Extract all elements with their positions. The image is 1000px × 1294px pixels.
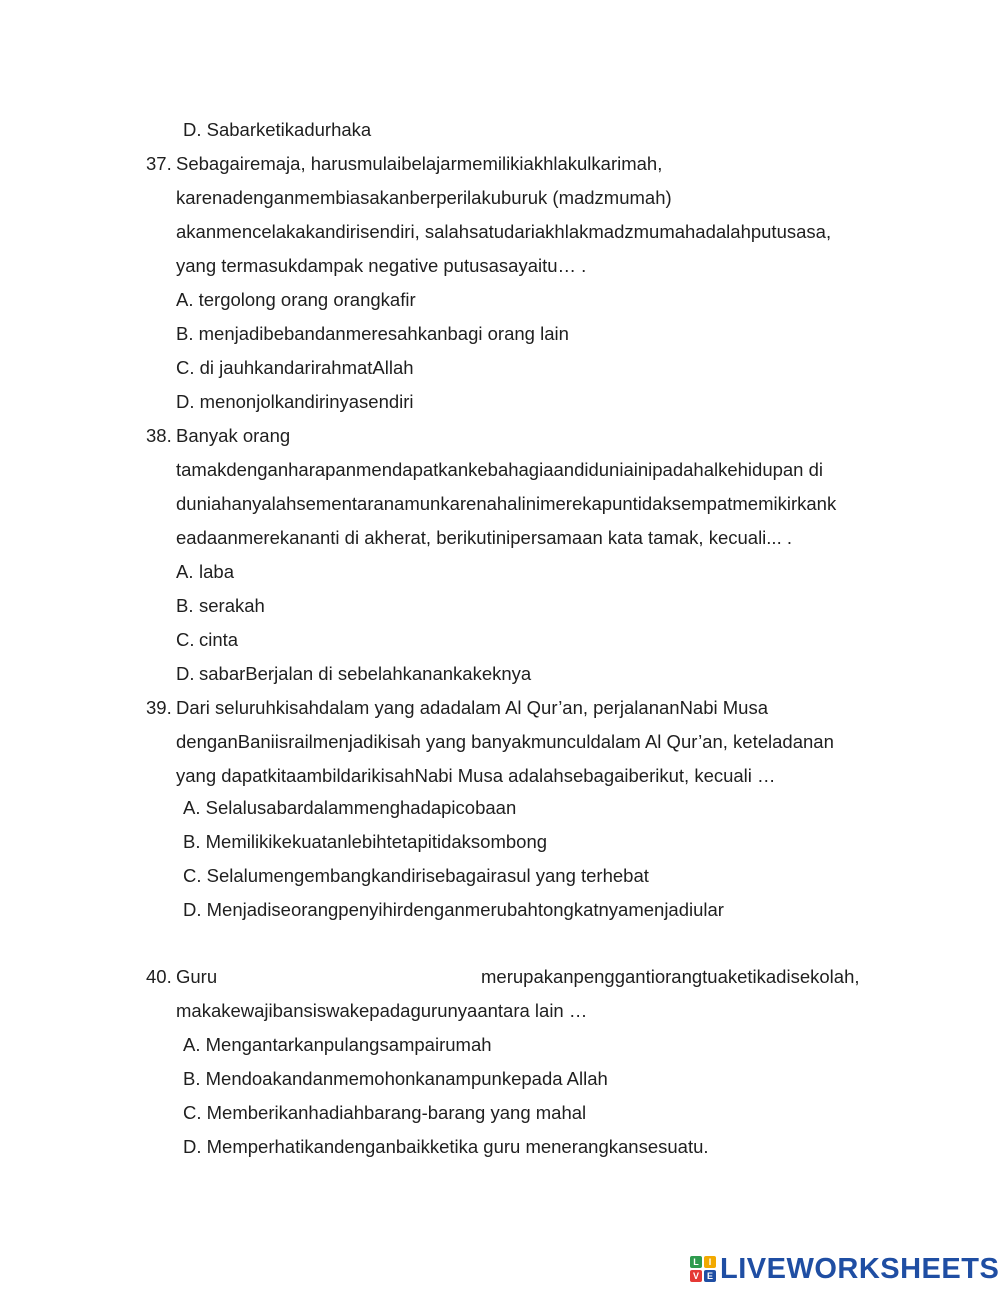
question-text-line: akanmencelakakandirisendiri, salahsatudariakhlakmadzmumahadalahputusasa, bbox=[176, 221, 832, 242]
logo-letter-i: I bbox=[704, 1256, 716, 1268]
question-text-line: yang dapatkitaambildarikisahNabi Musa adalahsebagaiberikut, kecuali … bbox=[176, 765, 776, 786]
question-text-line: Dari seluruhkisahdalam yang adadalam Al Qur’an, perjalananNabi Musa bbox=[176, 697, 768, 718]
option-text: serakah bbox=[199, 595, 265, 616]
option-text: sabarBerjalan di sebelahkanankakeknya bbox=[199, 663, 532, 684]
question-text-line: eadaanmerekananti di akherat, berikutinipersamaan kata tamak, kecuali... . bbox=[176, 527, 792, 548]
option-letter: A. bbox=[176, 561, 194, 582]
option-text: laba bbox=[199, 561, 234, 582]
answer-option-b[interactable]: B. Mendoakandanmemohonkanampunkepada Allah bbox=[183, 1068, 608, 1089]
liveworksheets-logo[interactable] bbox=[690, 1254, 999, 1284]
answer-option-b[interactable]: B. menjadibebandanmeresahkanbagi orang lain bbox=[176, 323, 569, 344]
answer-option-a[interactable]: A. Selalusabardalammenghadapicobaan bbox=[183, 797, 517, 818]
question-number: 39. bbox=[146, 697, 172, 718]
answer-option-b[interactable]: B. Memilikikekuatanlebihtetapitidaksombong bbox=[183, 831, 548, 852]
logo-letter-l: L bbox=[690, 1256, 702, 1268]
logo-letter-e: E bbox=[704, 1270, 716, 1282]
answer-option-c[interactable]: C. Memberikanhadiahbarang-barang yang mahal bbox=[183, 1102, 587, 1123]
logo-wordmark: LIVEWORKSHEETS bbox=[720, 1252, 1000, 1285]
answer-option-a[interactable]: A. Mengantarkanpulangsampairumah bbox=[183, 1034, 492, 1055]
option-text: cinta bbox=[199, 629, 239, 650]
liveworksheets-logo-icon bbox=[690, 1256, 716, 1282]
answer-option-c[interactable]: C. Selalumengembangkandirisebagairasul yang terhebat bbox=[183, 865, 649, 886]
question-text-line: duniahanyalahsementaranamunkarenahalinimerekapuntidaksempatmemikirkank bbox=[176, 493, 837, 514]
question-text-line: makakewajibansiswakepadagurunyaantara lain … bbox=[176, 1000, 588, 1021]
answer-option-d[interactable]: D. menonjolkandirinyasendiri bbox=[176, 391, 414, 412]
question-text-line: denganBaniisrailmenjadikisah yang banyakmunculdalam Al Qur’an, keteladanan bbox=[176, 731, 834, 752]
question-number: 37. bbox=[146, 153, 172, 174]
answer-option-d[interactable]: D. Memperhatikandenganbaikketika guru menerangkansesuatu. bbox=[183, 1136, 709, 1157]
question-number: 38. bbox=[146, 425, 172, 446]
question-text-line: Sebagairemaja, harusmulaibelajarmemilikiakhlakulkarimah, bbox=[176, 153, 663, 174]
logo-letter-v: V bbox=[690, 1270, 702, 1282]
question-number: 40. bbox=[146, 966, 172, 987]
question-text-line: Banyak orang bbox=[176, 425, 291, 446]
option-letter: B. bbox=[176, 595, 194, 616]
prev-option-d: D. Sabarketikadurhaka bbox=[183, 119, 372, 140]
question-text-line: yang termasukdampak negative putusasayaitu… . bbox=[176, 255, 587, 276]
option-letter: D. bbox=[176, 663, 195, 684]
question-text-line: tamakdenganharapanmendapatkankebahagiaandiduniainipadahalkehidupan di bbox=[176, 459, 824, 480]
option-letter: C. bbox=[176, 629, 195, 650]
question-text-line: merupakanpenggantiorangtuaketikadisekolah, bbox=[481, 966, 860, 987]
question-text-line: karenadenganmembiasakanberperilakuburuk (madzmumah) bbox=[176, 187, 672, 208]
question-text-line: Guru bbox=[176, 966, 218, 987]
answer-option-d[interactable]: D. Menjadiseorangpenyihirdenganmerubahtongkatnyamenjadiular bbox=[183, 899, 724, 920]
answer-option-a[interactable]: A. tergolong orang orangkafir bbox=[176, 289, 416, 310]
answer-option-c[interactable]: C. di jauhkandarirahmatAllah bbox=[176, 357, 414, 378]
